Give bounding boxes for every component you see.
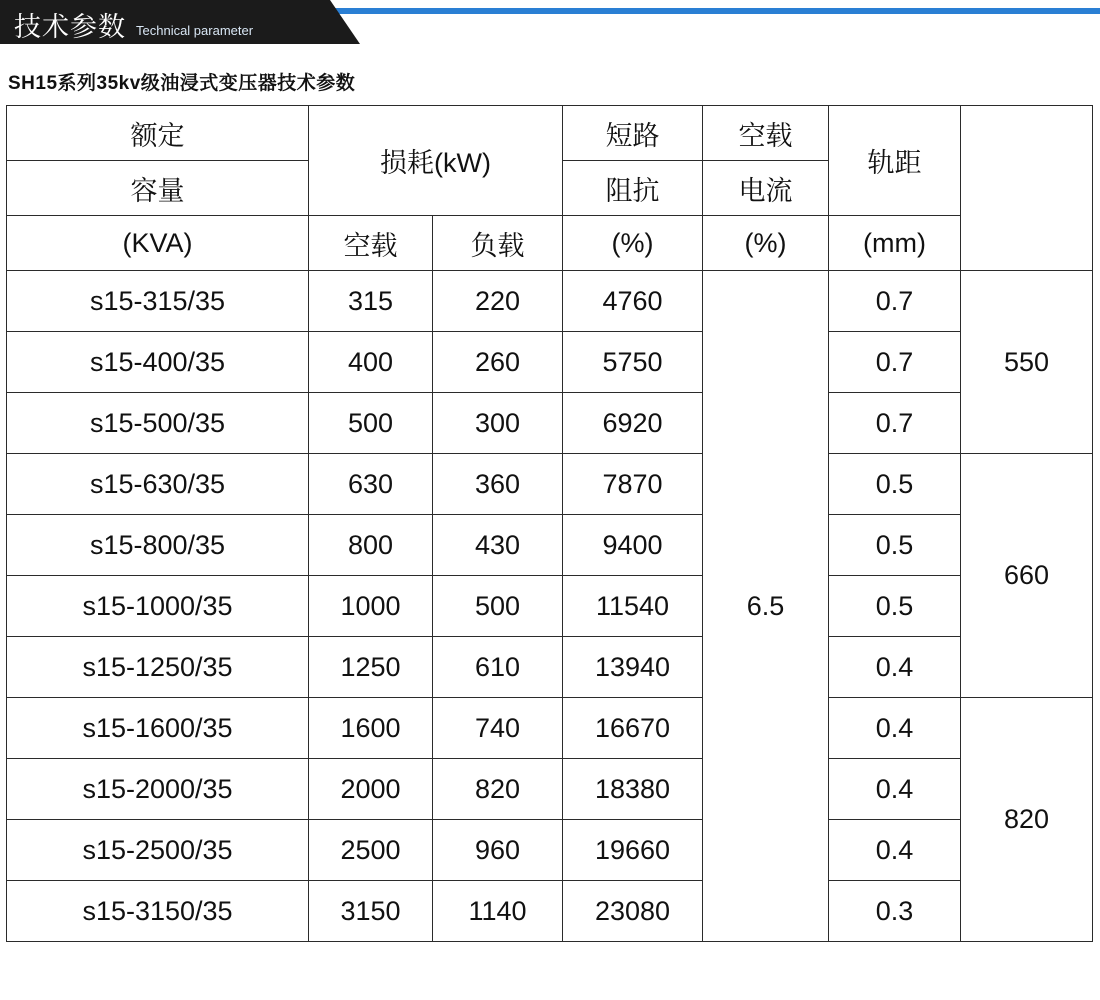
table-row	[7, 271, 1093, 332]
header-title-en: Technical parameter	[136, 23, 254, 38]
cell-loss-load: 220	[433, 271, 563, 332]
cell-gauge-value: 0.7	[829, 393, 961, 454]
spec-table	[6, 105, 1093, 942]
header-row-3	[7, 216, 1093, 271]
cell-short-circuit-value: 4760	[563, 271, 703, 332]
header-short-circuit-line1: 短路	[563, 106, 703, 161]
cell-loss-noload: 400	[309, 332, 433, 393]
cell-gauge-value: 0.4	[829, 637, 961, 698]
cell-gauge-value: 0.4	[829, 759, 961, 820]
cell-loss-noload: 2500	[309, 820, 433, 881]
cell-gauge-value: 0.5	[829, 515, 961, 576]
header-model-line3: (KVA)	[7, 216, 309, 271]
cell-model: s15-500/35	[7, 393, 309, 454]
cell-short-circuit-value: 5750	[563, 332, 703, 393]
cell-gauge-value: 0.4	[829, 820, 961, 881]
table-row	[7, 820, 1093, 881]
cell-loss-load: 740	[433, 698, 563, 759]
table-row	[7, 515, 1093, 576]
table-row	[7, 332, 1093, 393]
cell-model: s15-3150/35	[7, 881, 309, 942]
table-header	[7, 106, 1093, 271]
header-last-col	[961, 106, 1093, 271]
table-row	[7, 881, 1093, 942]
cell-model: s15-1000/35	[7, 576, 309, 637]
table-body	[7, 271, 1093, 942]
header-gauge-line2: (mm)	[829, 216, 961, 271]
cell-model: s15-2000/35	[7, 759, 309, 820]
cell-gauge-value: 0.5	[829, 454, 961, 515]
header-short-circuit-line2: 阻抗	[563, 161, 703, 216]
cell-model: s15-2500/35	[7, 820, 309, 881]
cell-loss-noload: 1250	[309, 637, 433, 698]
cell-gauge-group: 660	[961, 454, 1093, 698]
cell-loss-load: 360	[433, 454, 563, 515]
header-loss-load: 负载	[433, 216, 563, 271]
cell-short-circuit-value: 23080	[563, 881, 703, 942]
cell-short-circuit-value: 13940	[563, 637, 703, 698]
header-loss-group: 损耗(kW)	[309, 106, 563, 216]
table-row	[7, 698, 1093, 759]
cell-loss-noload: 500	[309, 393, 433, 454]
cell-loss-load: 960	[433, 820, 563, 881]
cell-gauge-value: 0.3	[829, 881, 961, 942]
cell-loss-noload: 630	[309, 454, 433, 515]
cell-gauge-value: 0.7	[829, 271, 961, 332]
header-no-load-current-line1: 空载	[703, 106, 829, 161]
cell-short-circuit-value: 9400	[563, 515, 703, 576]
cell-model: s15-630/35	[7, 454, 309, 515]
table-row	[7, 576, 1093, 637]
page-header-banner	[0, 0, 1100, 50]
cell-model: s15-1250/35	[7, 637, 309, 698]
header-short-circuit-line3: (%)	[563, 216, 703, 271]
cell-loss-noload: 1000	[309, 576, 433, 637]
cell-no-load-current-shared: 6.5	[703, 271, 829, 942]
header-title-cn: 技术参数	[14, 12, 126, 42]
cell-loss-noload: 2000	[309, 759, 433, 820]
cell-loss-load: 610	[433, 637, 563, 698]
cell-loss-load: 500	[433, 576, 563, 637]
cell-model: s15-315/35	[7, 271, 309, 332]
cell-loss-noload: 315	[309, 271, 433, 332]
cell-gauge-value: 0.7	[829, 332, 961, 393]
cell-short-circuit-value: 19660	[563, 820, 703, 881]
cell-loss-noload: 1600	[309, 698, 433, 759]
header-model-line1: 额定	[7, 106, 309, 161]
cell-gauge-value: 0.5	[829, 576, 961, 637]
cell-loss-load: 820	[433, 759, 563, 820]
cell-gauge-group: 820	[961, 698, 1093, 942]
cell-loss-load: 430	[433, 515, 563, 576]
header-row-1	[7, 106, 1093, 161]
table-row	[7, 759, 1093, 820]
header-gauge-line1: 轨距	[829, 106, 961, 216]
header-model-line2: 容量	[7, 161, 309, 216]
cell-short-circuit-value: 16670	[563, 698, 703, 759]
cell-loss-noload: 3150	[309, 881, 433, 942]
table-row	[7, 393, 1093, 454]
section-subtitle: SH15系列35kv级油浸式变压器技术参数	[8, 73, 356, 94]
cell-model: s15-800/35	[7, 515, 309, 576]
table-row	[7, 637, 1093, 698]
cell-model: s15-1600/35	[7, 698, 309, 759]
cell-gauge-value: 0.4	[829, 698, 961, 759]
cell-short-circuit-value: 11540	[563, 576, 703, 637]
cell-short-circuit-value: 18380	[563, 759, 703, 820]
header-no-load-current-line3: (%)	[703, 216, 829, 271]
table-row	[7, 454, 1093, 515]
spec-table-container	[0, 105, 1100, 942]
header-loss-noload: 空载	[309, 216, 433, 271]
cell-short-circuit-value: 7870	[563, 454, 703, 515]
cell-loss-load: 300	[433, 393, 563, 454]
cell-short-circuit-value: 6920	[563, 393, 703, 454]
cell-model: s15-400/35	[7, 332, 309, 393]
cell-loss-load: 260	[433, 332, 563, 393]
header-no-load-current-line2: 电流	[703, 161, 829, 216]
cell-loss-noload: 800	[309, 515, 433, 576]
cell-gauge-group: 550	[961, 271, 1093, 454]
header-text-group	[14, 0, 253, 44]
cell-loss-load: 1140	[433, 881, 563, 942]
